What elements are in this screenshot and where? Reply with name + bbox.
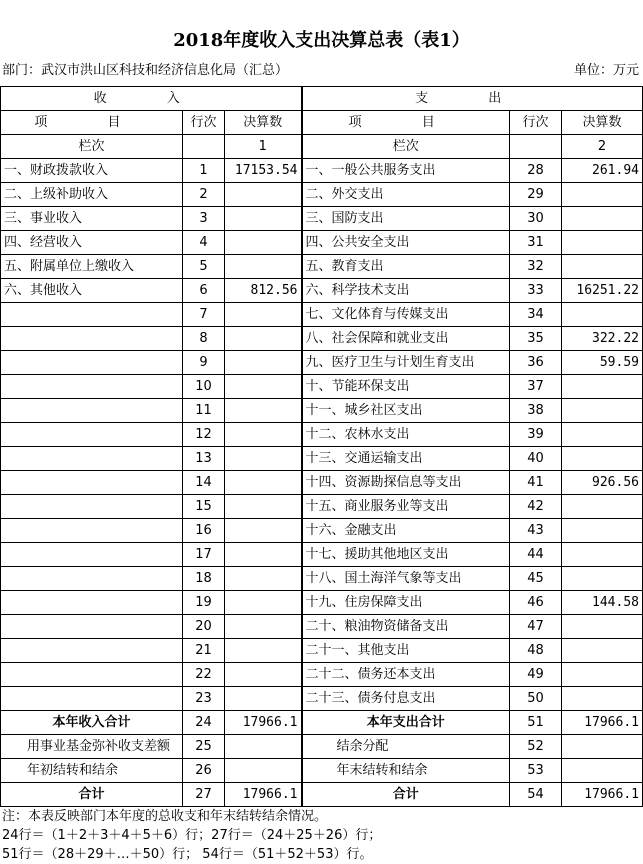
report-title: 2018年度收入支出决算总表（表1） [173,30,470,51]
income-column-blank [183,135,225,159]
expense-row-no: 46 [510,591,562,615]
table-row [1,255,643,279]
income-item: 二、上级补助收入 [1,183,183,207]
income-row-no: 8 [183,327,225,351]
expense-column-number: 2 [562,135,643,159]
expense-item: 二十、粮油物资储备支出 [302,615,510,639]
closing-balance-label: 年末结转和结余 [302,759,510,783]
income-item [1,327,183,351]
expense-row-no: 33 [510,279,562,303]
income-item [1,543,183,567]
grand-total-label-right: 合计 [302,783,510,807]
distribution-label: 结余分配 [302,735,510,759]
table-row [1,399,643,423]
expense-row-no: 45 [510,567,562,591]
expense-item: 五、教育支出 [302,255,510,279]
expense-row-no: 44 [510,543,562,567]
income-row-no: 1 [183,159,225,183]
income-row-no: 13 [183,447,225,471]
expense-row-no: 50 [510,687,562,711]
note-line: 24行＝（1＋2＋3＋4＋5＋6）行；27行＝（24＋25＋26）行； [2,828,382,843]
expense-value: 16251.22 [562,279,643,303]
expense-item: 十一、城乡社区支出 [302,399,510,423]
income-row-no: 20 [183,615,225,639]
income-item [1,447,183,471]
expense-row-no: 42 [510,495,562,519]
expense-item: 六、科学技术支出 [302,279,510,303]
expense-section-header: 支 出 [302,87,643,111]
income-row-no: 6 [183,279,225,303]
expense-value [562,423,643,447]
table-row [1,279,643,303]
expense-row-no: 36 [510,351,562,375]
expense-value [562,663,643,687]
expense-item: 九、医疗卫生与计划生育支出 [302,351,510,375]
income-item [1,639,183,663]
income-item [1,567,183,591]
expense-value: 144.58 [562,591,643,615]
income-row-no: 4 [183,231,225,255]
expense-value: 926.56 [562,471,643,495]
grand-total-no-right: 54 [510,783,562,807]
expense-row-no: 38 [510,399,562,423]
income-item-header: 项 目 [1,111,183,135]
expense-item-header: 项 目 [302,111,510,135]
expense-item: 十二、农林水支出 [302,423,510,447]
income-value [225,615,302,639]
note-line: 注：本表反映部门本年度的总收支和年末结转结余情况。 [2,809,328,824]
grand-total-row [1,783,643,807]
expense-column-label: 栏次 [302,135,510,159]
income-value [225,327,302,351]
expense-value [562,639,643,663]
income-value [225,519,302,543]
expense-row-no: 28 [510,159,562,183]
income-total-label: 本年收入合计 [1,711,183,735]
expense-value [562,303,643,327]
expense-row-no: 29 [510,183,562,207]
income-item [1,615,183,639]
distribution-value [562,735,643,759]
income-row-no: 5 [183,255,225,279]
income-row-no: 14 [183,471,225,495]
income-item [1,375,183,399]
income-value [225,687,302,711]
expense-item: 二十一、其他支出 [302,639,510,663]
expense-value: 261.94 [562,159,643,183]
expense-value [562,495,643,519]
income-value [225,471,302,495]
income-row-no: 21 [183,639,225,663]
fund-label: 用事业基金弥补收支差额 [1,735,183,759]
table-row [1,159,643,183]
income-value [225,255,302,279]
expense-row-no: 30 [510,207,562,231]
income-row-no: 9 [183,351,225,375]
income-total-value: 17966.1 [225,711,302,735]
table-row [1,375,643,399]
income-value [225,399,302,423]
expense-row-no: 40 [510,447,562,471]
expense-item: 十八、国土海洋气象等支出 [302,567,510,591]
income-row-no: 10 [183,375,225,399]
opening-balance-value [225,759,302,783]
income-item [1,399,183,423]
expense-value [562,519,643,543]
income-value [225,567,302,591]
expense-item: 三、国防支出 [302,207,510,231]
income-item: 六、其他收入 [1,279,183,303]
table-row [1,231,643,255]
income-value: 17153.54 [225,159,302,183]
expense-value [562,183,643,207]
table-row [1,567,643,591]
carryover-row [1,759,643,783]
note-line: 51行＝（28＋29＋…＋50）行； 54行＝（51＋52＋53）行。 [2,847,373,862]
expense-item: 十七、援助其他地区支出 [302,543,510,567]
table-row [1,471,643,495]
section-header-row [1,87,643,111]
fund-no: 25 [183,735,225,759]
table-row [1,591,643,615]
expense-item: 二、外交支出 [302,183,510,207]
distribution-no: 52 [510,735,562,759]
expense-item: 八、社会保障和就业支出 [302,327,510,351]
opening-balance-label: 年初结转和结余 [1,759,183,783]
table-row [1,495,643,519]
expense-item: 十九、住房保障支出 [302,591,510,615]
income-value [225,375,302,399]
income-row-no: 15 [183,495,225,519]
expense-row-no: 43 [510,519,562,543]
table-row [1,615,643,639]
expense-column-blank [510,135,562,159]
income-row-no: 17 [183,543,225,567]
income-value [225,303,302,327]
income-expense-table [0,86,643,807]
expense-value [562,543,643,567]
income-item [1,591,183,615]
income-item: 三、事业收入 [1,207,183,231]
income-item [1,687,183,711]
income-value [225,639,302,663]
income-row-no: 12 [183,423,225,447]
income-row-no: 16 [183,519,225,543]
income-rowno-header: 行次 [183,111,225,135]
unit-label: 单位：万元 [573,63,639,78]
income-item [1,663,183,687]
income-value [225,447,302,471]
expense-value [562,615,643,639]
expense-value [562,375,643,399]
expense-value [562,231,643,255]
expense-value [562,399,643,423]
expense-value: 59.59 [562,351,643,375]
income-value [225,591,302,615]
table-row [1,351,643,375]
income-value [225,207,302,231]
income-item [1,471,183,495]
income-row-no: 18 [183,567,225,591]
income-item: 一、财政拨款收入 [1,159,183,183]
expense-item: 二十三、债务付息支出 [302,687,510,711]
income-total-no: 24 [183,711,225,735]
grand-total-no-left: 27 [183,783,225,807]
expense-row-no: 39 [510,423,562,447]
table-row [1,183,643,207]
expense-total-label: 本年支出合计 [302,711,510,735]
expense-row-no: 32 [510,255,562,279]
column-number-row [1,135,643,159]
income-row-no: 23 [183,687,225,711]
table-row [1,327,643,351]
expense-item: 一、一般公共服务支出 [302,159,510,183]
table-row [1,303,643,327]
expense-total-no: 51 [510,711,562,735]
grand-total-value-left: 17966.1 [225,783,302,807]
income-value [225,663,302,687]
income-item [1,303,183,327]
income-value [225,423,302,447]
income-column-label: 栏次 [1,135,183,159]
table-row [1,639,643,663]
expense-row-no: 35 [510,327,562,351]
grand-total-value-right: 17966.1 [562,783,643,807]
expense-item: 十三、交通运输支出 [302,447,510,471]
expense-value [562,567,643,591]
expense-item: 十、节能环保支出 [302,375,510,399]
income-value [225,351,302,375]
income-value [225,495,302,519]
table-notes [2,807,381,864]
table-row [1,423,643,447]
income-item: 五、附属单位上缴收入 [1,255,183,279]
expense-row-no: 31 [510,231,562,255]
expense-row-no: 47 [510,615,562,639]
expense-value [562,687,643,711]
expense-amount-header: 决算数 [562,111,643,135]
income-row-no: 19 [183,591,225,615]
income-column-number: 1 [225,135,302,159]
table-row [1,663,643,687]
income-item [1,519,183,543]
income-row-no: 3 [183,207,225,231]
table-row [1,447,643,471]
income-amount-header: 决算数 [225,111,302,135]
income-value [225,183,302,207]
expense-value [562,207,643,231]
income-value [225,231,302,255]
income-row-no: 11 [183,399,225,423]
opening-balance-no: 26 [183,759,225,783]
expense-value: 322.22 [562,327,643,351]
expense-value [562,447,643,471]
closing-balance-value [562,759,643,783]
income-item [1,351,183,375]
income-section-header: 收 入 [1,87,302,111]
closing-balance-no: 53 [510,759,562,783]
income-item [1,495,183,519]
expense-item: 四、公共安全支出 [302,231,510,255]
expense-row-no: 34 [510,303,562,327]
income-row-no: 2 [183,183,225,207]
column-header-row [1,111,643,135]
department-label: 部门：武汉市洪山区科技和经济信息化局（汇总） [2,63,289,78]
table-row [1,687,643,711]
income-item [1,423,183,447]
fund-value [225,735,302,759]
table-row [1,543,643,567]
table-row [1,207,643,231]
expense-item: 二十二、债务还本支出 [302,663,510,687]
expense-item: 七、文化体育与传媒支出 [302,303,510,327]
grand-total-label-left: 合计 [1,783,183,807]
expense-rowno-header: 行次 [510,111,562,135]
expense-item: 十四、资源勘探信息等支出 [302,471,510,495]
fund-row [1,735,643,759]
expense-item: 十六、金融支出 [302,519,510,543]
income-row-no: 22 [183,663,225,687]
income-item: 四、经营收入 [1,231,183,255]
expense-row-no: 41 [510,471,562,495]
table-row [1,519,643,543]
income-value: 812.56 [225,279,302,303]
expense-item: 十五、商业服务业等支出 [302,495,510,519]
income-value [225,543,302,567]
expense-row-no: 37 [510,375,562,399]
income-row-no: 7 [183,303,225,327]
expense-total-value: 17966.1 [562,711,643,735]
expense-row-no: 48 [510,639,562,663]
total-row [1,711,643,735]
expense-row-no: 49 [510,663,562,687]
expense-value [562,255,643,279]
